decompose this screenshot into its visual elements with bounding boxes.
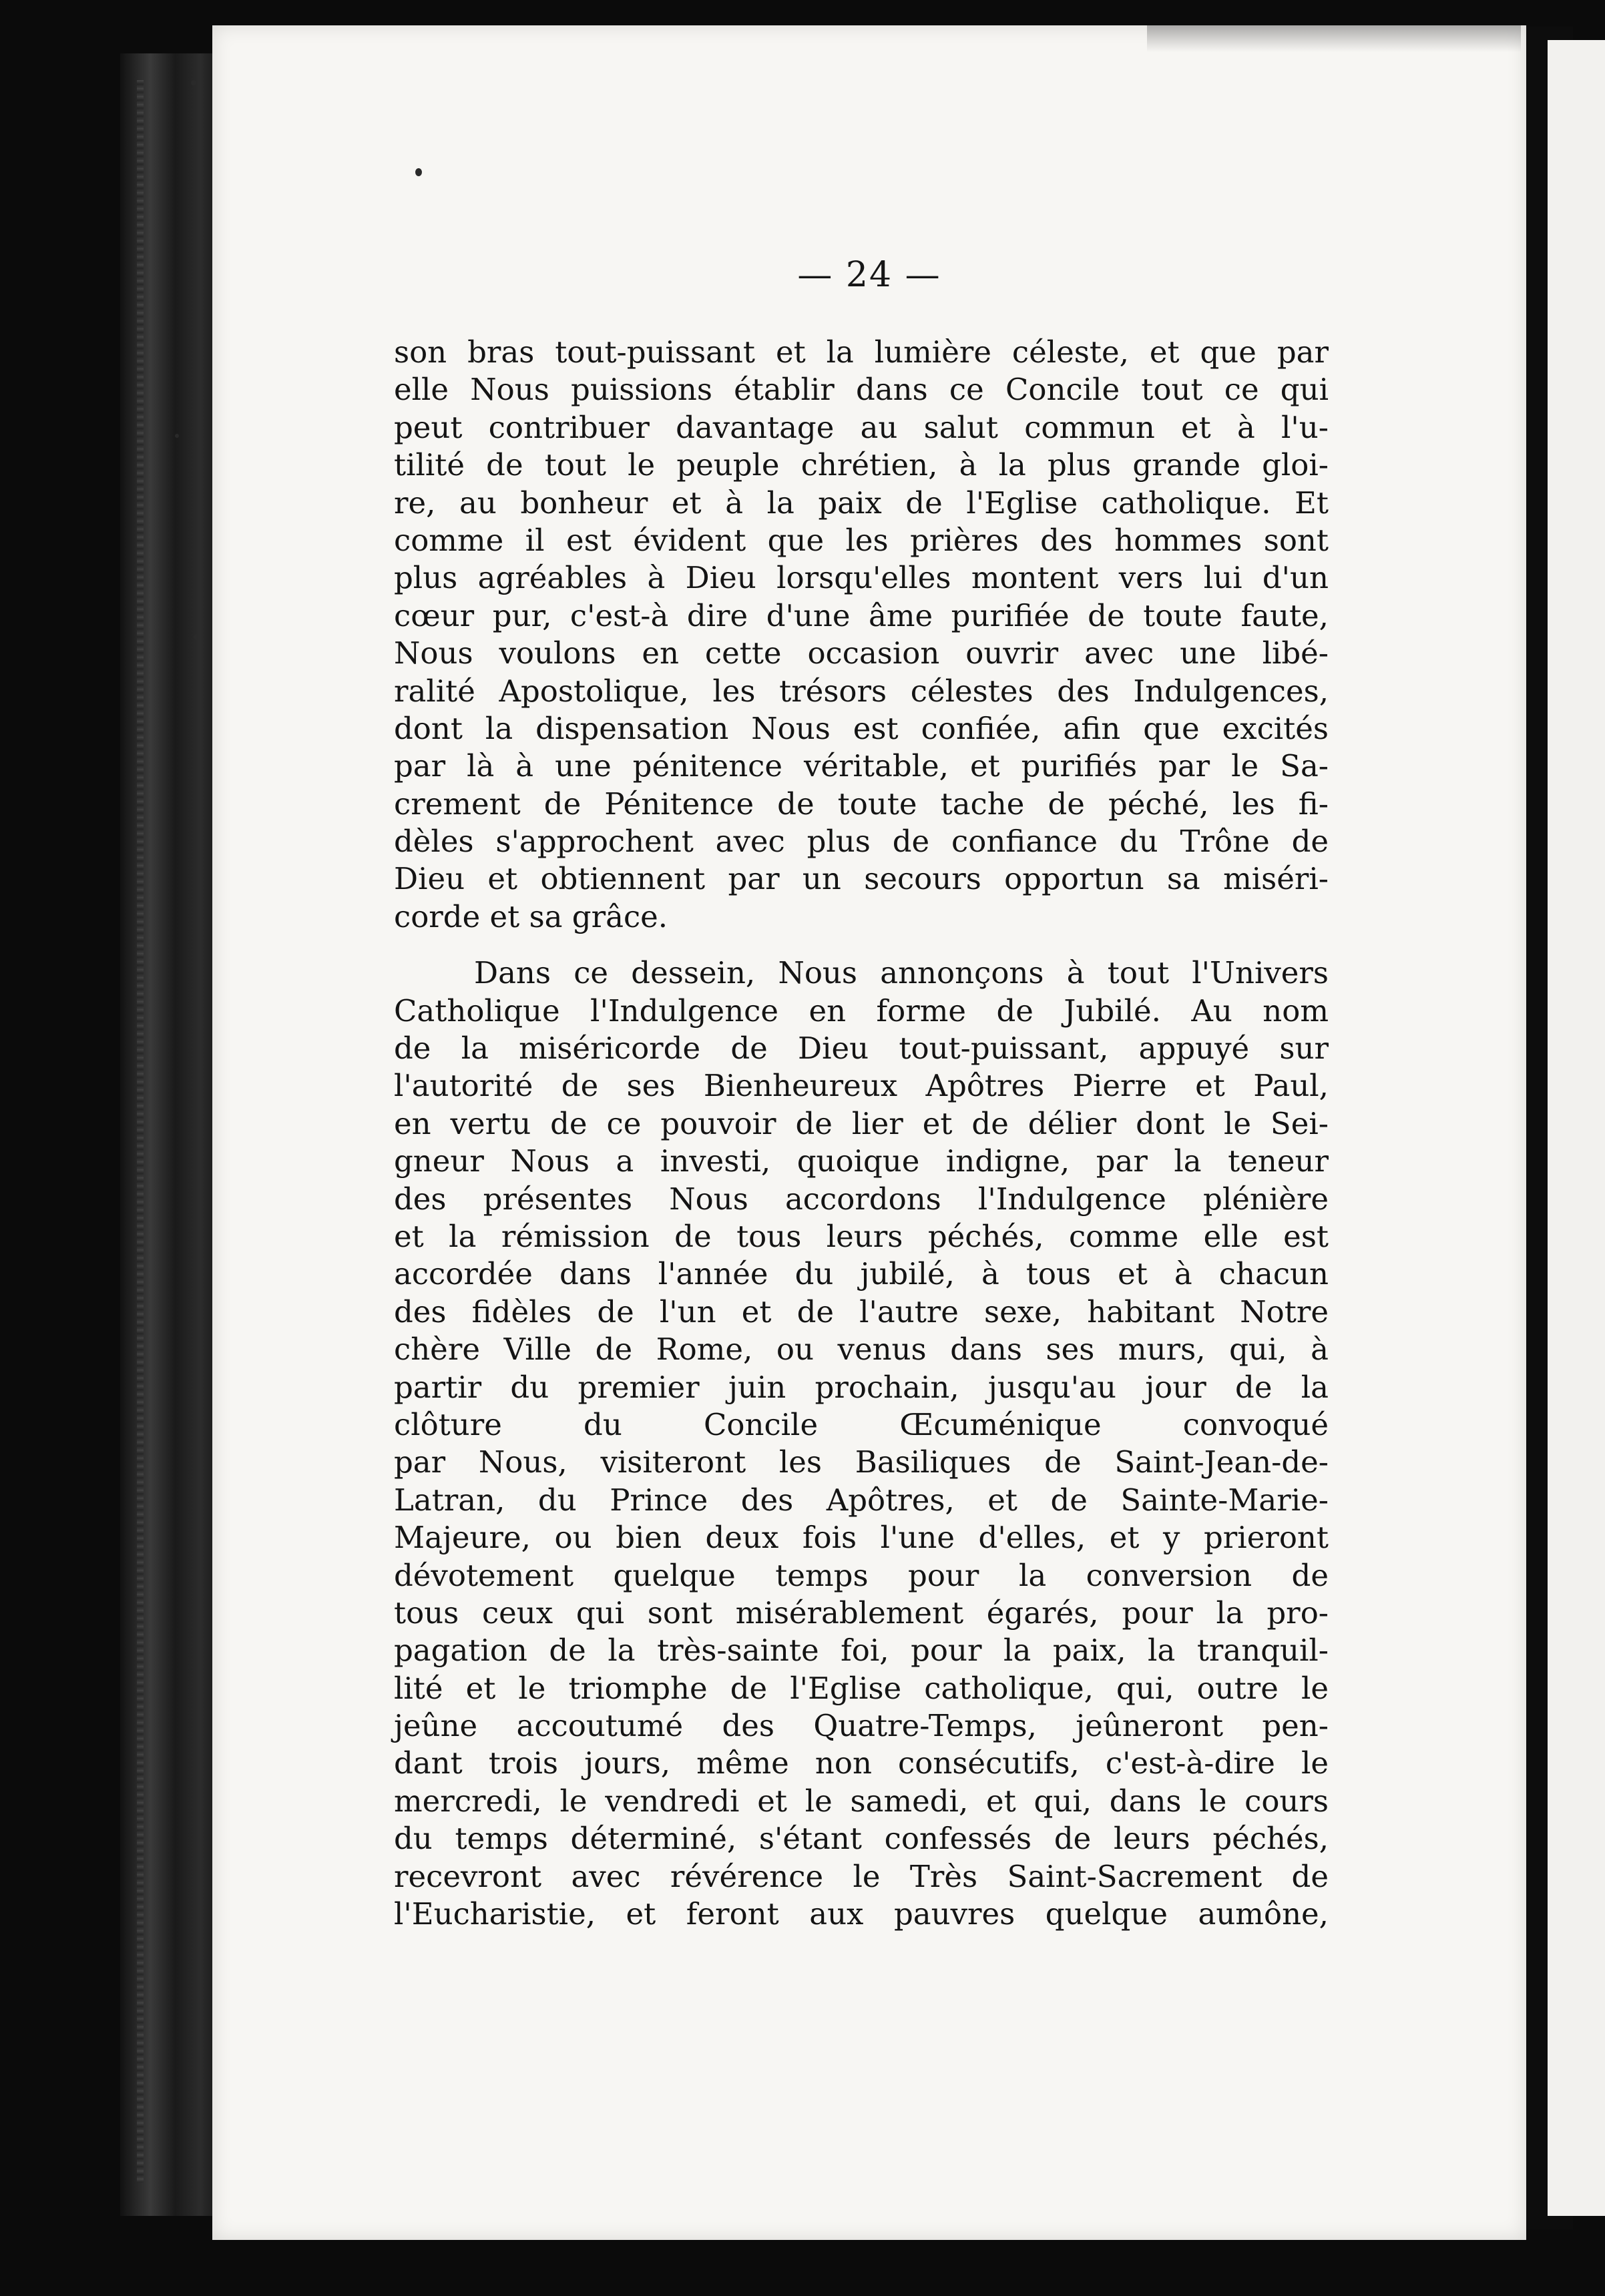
paragraph-2 xyxy=(394,954,1329,1933)
text-line: re, au bonheur et à la paix de l'Eglise catholique. Et xyxy=(394,485,1329,521)
speck xyxy=(415,168,422,176)
text-line: dèles s'approchent avec plus de confiance du Trône de xyxy=(394,824,1329,860)
paragraph-gap xyxy=(394,936,1329,954)
text-line: lité et le triomphe de l'Eglise catholique, qui, outre le xyxy=(394,1670,1329,1706)
text-line: son bras tout-puissant et la lumière céleste, et que par xyxy=(394,334,1329,370)
page-scuff-mark xyxy=(1147,25,1521,52)
text-line: partir du premier juin prochain, jusqu'au jour de la xyxy=(394,1369,1329,1405)
text-line: Nous voulons en cette occasion ouvrir avec une libé- xyxy=(394,635,1329,671)
book-binding-left xyxy=(120,53,220,2216)
text-line: par là à une pénitence véritable, et purifiés par le Sa- xyxy=(394,748,1329,784)
text-line: par Nous, visiteront les Basiliques de Saint-Jean-de- xyxy=(394,1444,1329,1480)
text-line: chère Ville de Rome, ou venus dans ses murs, qui, à xyxy=(394,1332,1329,1368)
text-line: plus agréables à Dieu lorsqu'elles montent vers lui d'un xyxy=(394,560,1329,596)
page-number: — 24 — xyxy=(797,255,941,295)
text-line: Dieu et obtiennent par un secours opportun sa miséri- xyxy=(394,861,1329,897)
text-line: cœur pur, c'est-à dire d'une âme purifiée de toute faute, xyxy=(394,597,1329,633)
text-line: Dans ce dessein, Nous annonçons à tout l'Univers xyxy=(474,955,1329,991)
text-line: dont la dispensation Nous est confiée, afin que excités xyxy=(394,710,1329,746)
text-line: peut contribuer davantage au salut commun et à l'u- xyxy=(394,409,1329,445)
text-line: des fidèles de l'un et de l'autre sexe, habitant Notre xyxy=(394,1294,1329,1330)
text-line: mercredi, le vendredi et le samedi, et qui, dans le cours xyxy=(394,1783,1329,1819)
text-line: gneur Nous a investi, quoique indigne, par la teneur xyxy=(394,1143,1329,1179)
text-line: corde et sa grâce. xyxy=(394,898,668,934)
text-line: des présentes Nous accordons l'Indulgence plénière xyxy=(394,1181,1329,1217)
speck xyxy=(175,434,179,438)
text-line: Majeure, ou bien deux fois l'une d'elles, et y prieront xyxy=(394,1520,1329,1556)
body-text xyxy=(394,334,1329,1933)
text-line: Latran, du Prince des Apôtres, et de Sainte-Marie- xyxy=(394,1482,1329,1518)
paragraph-1 xyxy=(394,334,1329,936)
text-line: ralité Apostolique, les trésors célestes des Indulgences, xyxy=(394,673,1329,709)
text-line: en vertu de ce pouvoir de lier et de délier dont le Sei- xyxy=(394,1105,1329,1141)
binding-texture xyxy=(137,80,144,2183)
text-line: tous ceux qui sont misérablement égarés, pour la pro- xyxy=(394,1595,1329,1631)
adjacent-page-edge xyxy=(1548,40,1605,2216)
text-line: jeûne accoutumé des Quatre-Temps, jeûneront pen- xyxy=(394,1708,1329,1744)
text-line: accordée dans l'année du jubilé, à tous et à chacun xyxy=(394,1256,1329,1292)
text-line: tilité de tout le peuple chrétien, à la plus grande gloi- xyxy=(394,447,1329,483)
text-line: l'Eucharistie, et feront aux pauvres quelque aumône, xyxy=(394,1896,1329,1932)
text-line: et la rémission de tous leurs péchés, comme elle est xyxy=(394,1218,1329,1254)
text-line: Catholique l'Indulgence en forme de Jubilé. Au nom xyxy=(394,992,1329,1029)
text-line: comme il est évident que les prières des hommes sont xyxy=(394,522,1329,558)
speck xyxy=(194,634,198,640)
text-line: recevront avec révérence le Très Saint-Sacrement de xyxy=(394,1858,1329,1894)
text-line: dant trois jours, même non consécutifs, c'est-à-dire le xyxy=(394,1745,1329,1781)
text-line: l'autorité de ses Bienheureux Apôtres Pierre et Paul, xyxy=(394,1068,1329,1104)
text-line: crement de Pénitence de toute tache de péché, les fi- xyxy=(394,786,1329,822)
text-line: pagation de la très-sainte foi, pour la paix, la tranquil- xyxy=(394,1633,1329,1669)
text-line: elle Nous puissions établir dans ce Concile tout ce qui xyxy=(394,372,1329,408)
speck xyxy=(191,80,196,85)
text-line: du temps déterminé, s'étant confessés de leurs péchés, xyxy=(394,1821,1329,1857)
text-line: dévotement quelque temps pour la conversion de xyxy=(394,1557,1329,1593)
text-line: de la miséricorde de Dieu tout-puissant, appuyé sur xyxy=(394,1031,1329,1067)
text-line: clôture du Concile Œcuménique convoqué xyxy=(394,1406,1329,1442)
